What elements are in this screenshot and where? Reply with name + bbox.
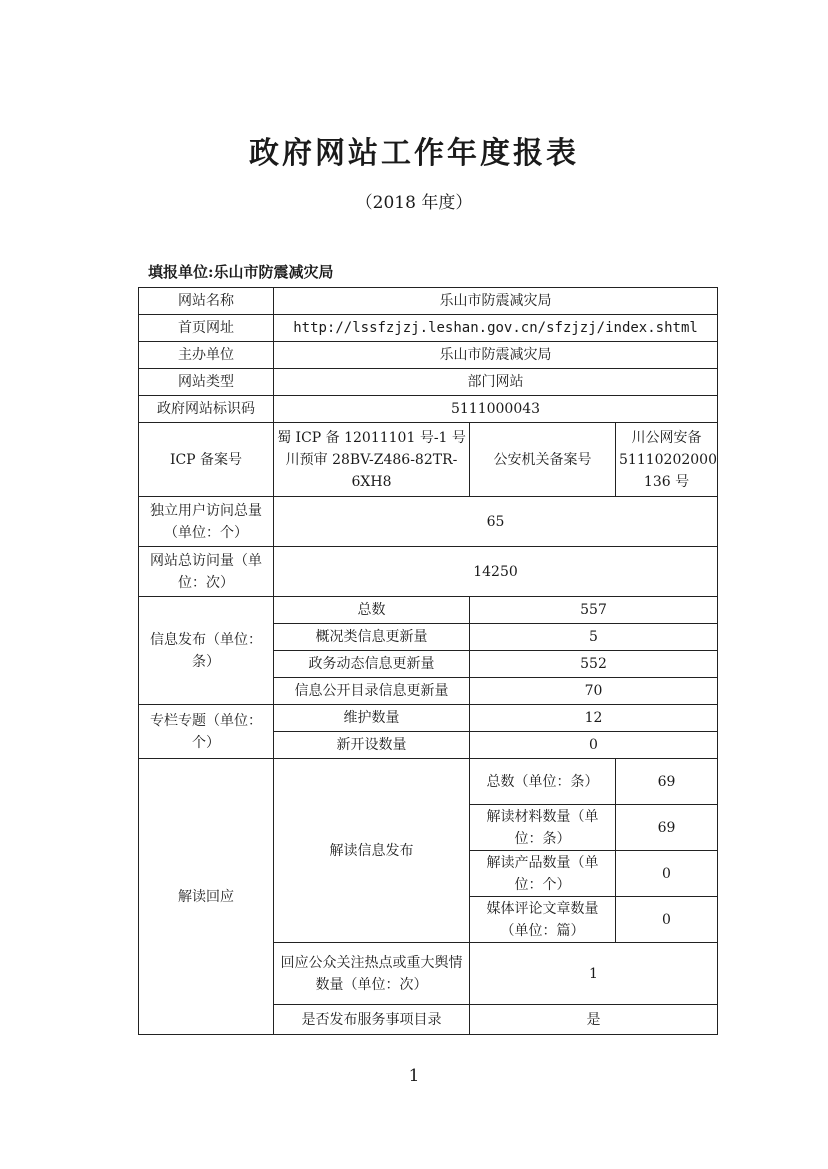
row-label: ICP 备案号 — [139, 423, 274, 497]
table-row — [139, 396, 718, 423]
page-number: 1 — [408, 1066, 420, 1086]
row-value: 部门网站 — [274, 369, 718, 396]
table-row — [139, 759, 718, 805]
report-table — [138, 287, 718, 1035]
section-label: 解读回应 — [139, 759, 274, 1035]
table-row — [139, 315, 718, 342]
table-row — [139, 547, 718, 597]
item-value: 69 — [616, 759, 718, 805]
item-label: 解读材料数量（单位：条） — [470, 805, 616, 851]
item-value: 0 — [470, 732, 718, 759]
item-label: 政务动态信息更新量 — [274, 651, 470, 678]
report-year: （2018 年度） — [355, 193, 473, 213]
item-label: 维护数量 — [274, 705, 470, 732]
item-label: 总数（单位：条） — [470, 759, 616, 805]
item-label: 是否发布服务事项目录 — [274, 1005, 470, 1035]
row-value: 乐山市防震减灾局 — [274, 288, 718, 315]
row-label: 首页网址 — [139, 315, 274, 342]
row-label: 网站类型 — [139, 369, 274, 396]
item-value: 557 — [470, 597, 718, 624]
table-row — [139, 369, 718, 396]
reporting-unit: 填报单位:乐山市防震减灾局 — [148, 263, 334, 281]
row-label: 政府网站标识码 — [139, 396, 274, 423]
section-label: 信息发布（单位：条） — [139, 597, 274, 705]
item-value: 12 — [470, 705, 718, 732]
item-label: 媒体评论文章数量（单位：篇） — [470, 897, 616, 943]
item-label: 概况类信息更新量 — [274, 624, 470, 651]
item-value: 0 — [616, 851, 718, 897]
item-value: 1 — [470, 943, 718, 1005]
row-value: 14250 — [274, 547, 718, 597]
item-value: 是 — [470, 1005, 718, 1035]
homepage-url: http://lssfzjzj.leshan.gov.cn/sfzjzj/index.shtml — [274, 315, 718, 342]
item-label: 新开设数量 — [274, 732, 470, 759]
item-label: 回应公众关注热点或重大舆情数量（单位：次） — [274, 943, 470, 1005]
row-label: 独立用户访问总量（单位：个） — [139, 497, 274, 547]
row-label: 网站总访问量（单位：次） — [139, 547, 274, 597]
table-row — [139, 342, 718, 369]
item-value: 0 — [616, 897, 718, 943]
item-value: 69 — [616, 805, 718, 851]
row-value: 乐山市防震减灾局 — [274, 342, 718, 369]
police-record-label: 公安机关备案号 — [470, 423, 616, 497]
row-value: 5111000043 — [274, 396, 718, 423]
table-row — [139, 497, 718, 547]
item-label: 解读产品数量（单位：个） — [470, 851, 616, 897]
section-label: 专栏专题（单位：个） — [139, 705, 274, 759]
row-value: 65 — [274, 497, 718, 547]
table-row — [139, 423, 718, 497]
table-row — [139, 597, 718, 624]
row-label: 主办单位 — [139, 342, 274, 369]
table-row — [139, 288, 718, 315]
item-value: 552 — [470, 651, 718, 678]
sub-section-label: 解读信息发布 — [274, 759, 470, 943]
item-value: 5 — [470, 624, 718, 651]
item-value: 70 — [470, 678, 718, 705]
item-label: 信息公开目录信息更新量 — [274, 678, 470, 705]
item-label: 总数 — [274, 597, 470, 624]
row-label: 网站名称 — [139, 288, 274, 315]
icp-number: 蜀 ICP 备 12011101 号-1 号 川预审 28BV-Z486-82TR-6XH8 — [274, 423, 470, 497]
table-row — [139, 705, 718, 732]
police-record-number: 川公网安备 51110202000 136 号 — [616, 423, 718, 497]
report-title: 政府网站工作年度报表 — [249, 136, 579, 171]
